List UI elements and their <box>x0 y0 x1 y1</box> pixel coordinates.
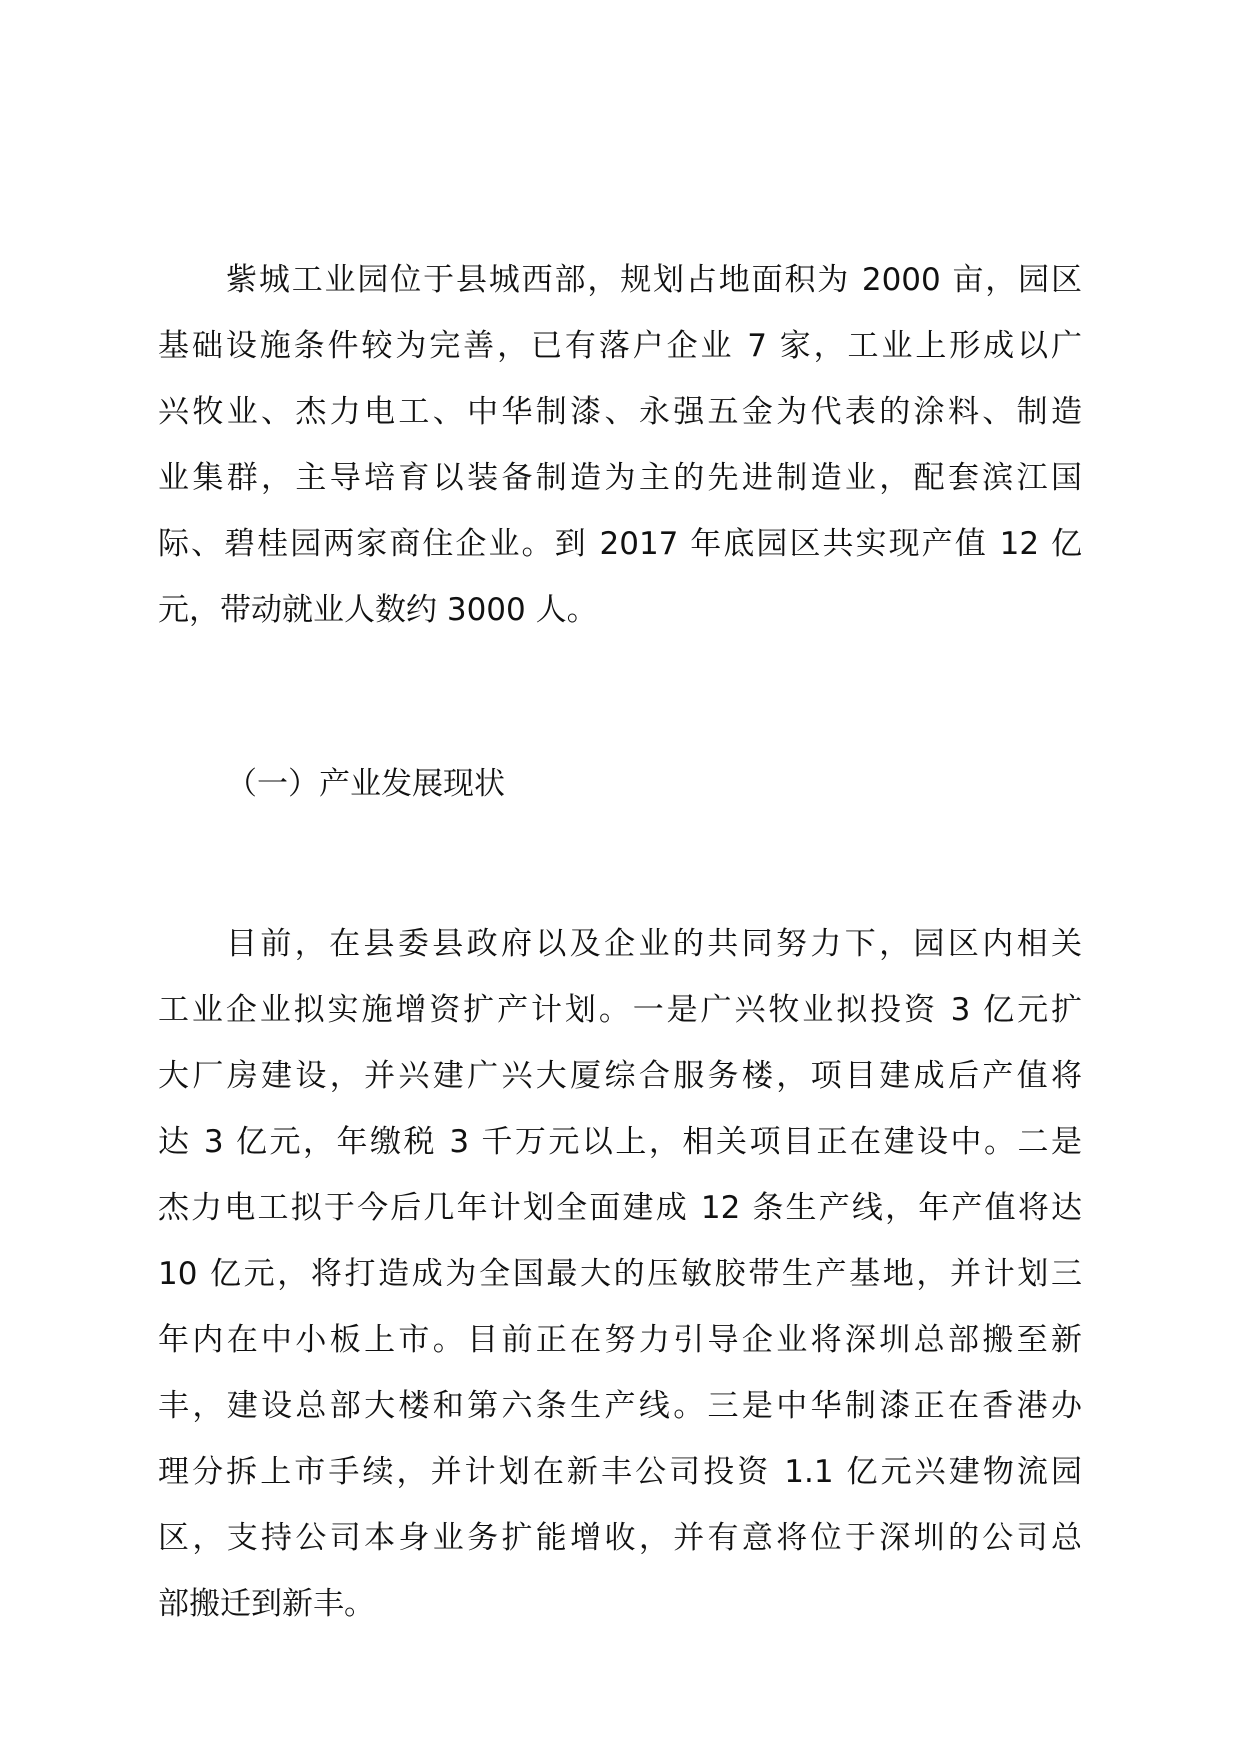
paragraph-line: 紫城工业园位于县城西部，规划占地面积为 2000 亩，园区 <box>226 262 1082 298</box>
paragraph-line: 元，带动就业人数约 3000 人。 <box>158 592 598 628</box>
paragraph-line: 年内在中小板上市。目前正在努力引导企业将深圳总部搬至新 <box>158 1322 1082 1358</box>
paragraph-line: 区，支持公司本身业务扩能增收，并有意将位于深圳的公司总 <box>158 1520 1082 1556</box>
paragraph-line: 目前，在县委县政府以及企业的共同努力下，园区内相关 <box>226 926 1082 962</box>
paragraph-line: 杰力电工拟于今后几年计划全面建成 12 条生产线，年产值将达 <box>158 1190 1082 1226</box>
paragraph-line: 丰，建设总部大楼和第六条生产线。三是中华制漆正在香港办 <box>158 1388 1082 1424</box>
paragraph-line: 工业企业拟实施增资扩产计划。一是广兴牧业拟投资 3 亿元扩 <box>158 992 1082 1028</box>
paragraph-line: 达 3 亿元，年缴税 3 千万元以上，相关项目正在建设中。二是 <box>158 1124 1082 1160</box>
paragraph-line: 兴牧业、杰力电工、中华制漆、永强五金为代表的涂料、制造 <box>158 394 1082 430</box>
paragraph-line: 业集群，主导培育以装备制造为主的先进制造业，配套滨江国 <box>158 460 1082 496</box>
paragraph-line: 际、碧桂园两家商住企业。到 2017 年底园区共实现产值 12 亿 <box>158 526 1082 562</box>
paragraph-line: 10 亿元，将打造成为全国最大的压敏胶带生产基地，并计划三 <box>158 1256 1082 1292</box>
paragraph-line: 部搬迁到新丰。 <box>158 1586 375 1622</box>
paragraph-industry-status <box>158 914 1082 1640</box>
paragraph-line: 大厂房建设，并兴建广兴大厦综合服务楼，项目建成后产值将 <box>158 1058 1082 1094</box>
document-body <box>158 250 1082 1640</box>
paragraph-line: 基础设施条件较为完善，已有落户企业 7 家，工业上形成以广 <box>158 328 1082 364</box>
paragraph-line: 理分拆上市手续，并计划在新丰公司投资 1.1 亿元兴建物流园 <box>158 1454 1082 1490</box>
section-heading: （一）产业发展现状 <box>226 766 505 802</box>
paragraph-park-overview <box>158 250 1082 646</box>
